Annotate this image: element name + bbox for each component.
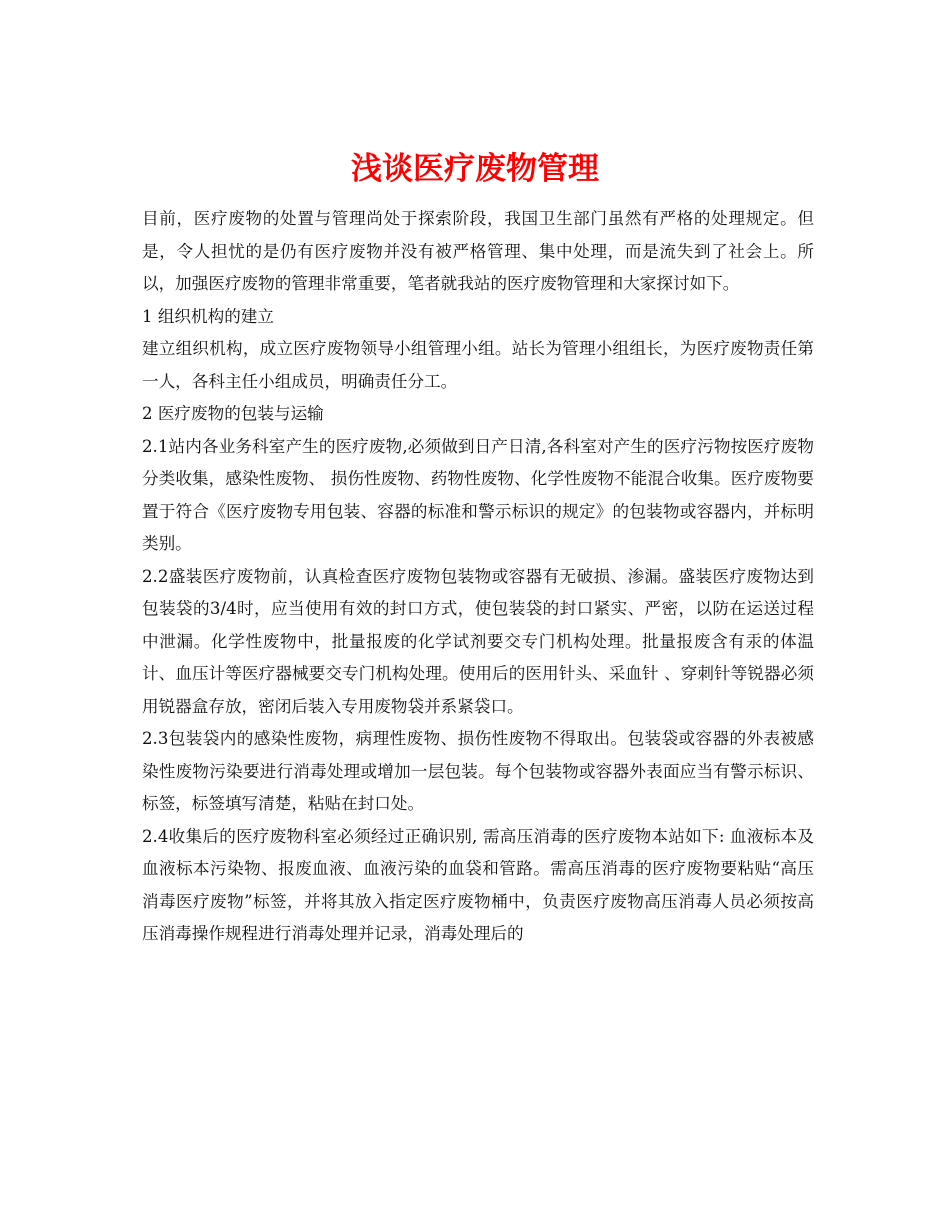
paragraph-2-4: 2.4收集后的医疗废物科室必须经过正确识别, 需高压消毒的医疗废物本站如下: 血液标本及血液标本污染物、报废血液、血液污染的血袋和管路。需高压消毒的医疗废物要粘贴“高压消毒医疗废物”标签，并将其放入指定医疗废物桶中，负责医疗废物高压消毒人员必须按高压消毒操作规程进行消毒处理并记录，消毒处理后的 xyxy=(142,826,814,943)
section-heading-2: 2 医疗废物的包装与运输 xyxy=(142,404,324,423)
paragraph-2-2: 2.2盛装医疗废物前，认真检查医疗废物包装物或容器有无破损、渗漏。盛装医疗废物达到包装袋的3/4时，应当使用有效的封口方式，使包装袋的封口紧实、严密，以防在运送过程中泄漏。化学性废物中，批量报废的化学试剂要交专门机构处理。批量报废含有汞的体温计、血压计等医疗器械要交专门机构处理。使用后的医用针头、采血针 、穿刺针等锐器必须用锐器盒存放，密闭后装入专用废物袋并系紧袋口。 xyxy=(142,566,814,716)
paragraph-2-3: 2.3包装袋内的感染性废物，病理性废物、损伤性废物不得取出。包装袋或容器的外表被感染性废物污染要进行消毒处理或增加一层包装。每个包装物或容器外表面应当有警示标识、标签，标签填写清楚，粘贴在封口处。 xyxy=(142,729,814,813)
section-heading-1: 1 组织机构的建立 xyxy=(142,306,274,326)
paragraph-2-1: 2.1站内各业务科室产生的医疗废物,必须做到日产日清,各科室对产生的医疗污物按医疗废物分类收集，感染性废物、 损伤性废物、药物性废物、化学性废物不能混合收集。医疗废物要置于符合《医疗废物专用包装、容器的标准和警示标识的规定》的包装物或容器内，并标明类别。 xyxy=(142,436,814,553)
paragraph-intro: 目前，医疗废物的处置与管理尚处于探索阶段，我国卫生部门虽然有严格的处理规定。但是，令人担忧的是仍有医疗废物并没有被严格管理、集中处理，而是流失到了社会上。所以，加强医疗废物的管理非常重要，笔者就我站的医疗废物管理和大家探讨如下。 xyxy=(142,209,814,293)
document-title: 浅谈医疗废物管理 xyxy=(351,150,599,187)
document-body xyxy=(142,203,814,951)
paragraph-1: 建立组织机构，成立医疗废物领导小组管理小组。站长为管理小组组长，为医疗废物责任第一人，各科主任小组成员，明确责任分工。 xyxy=(142,339,814,391)
